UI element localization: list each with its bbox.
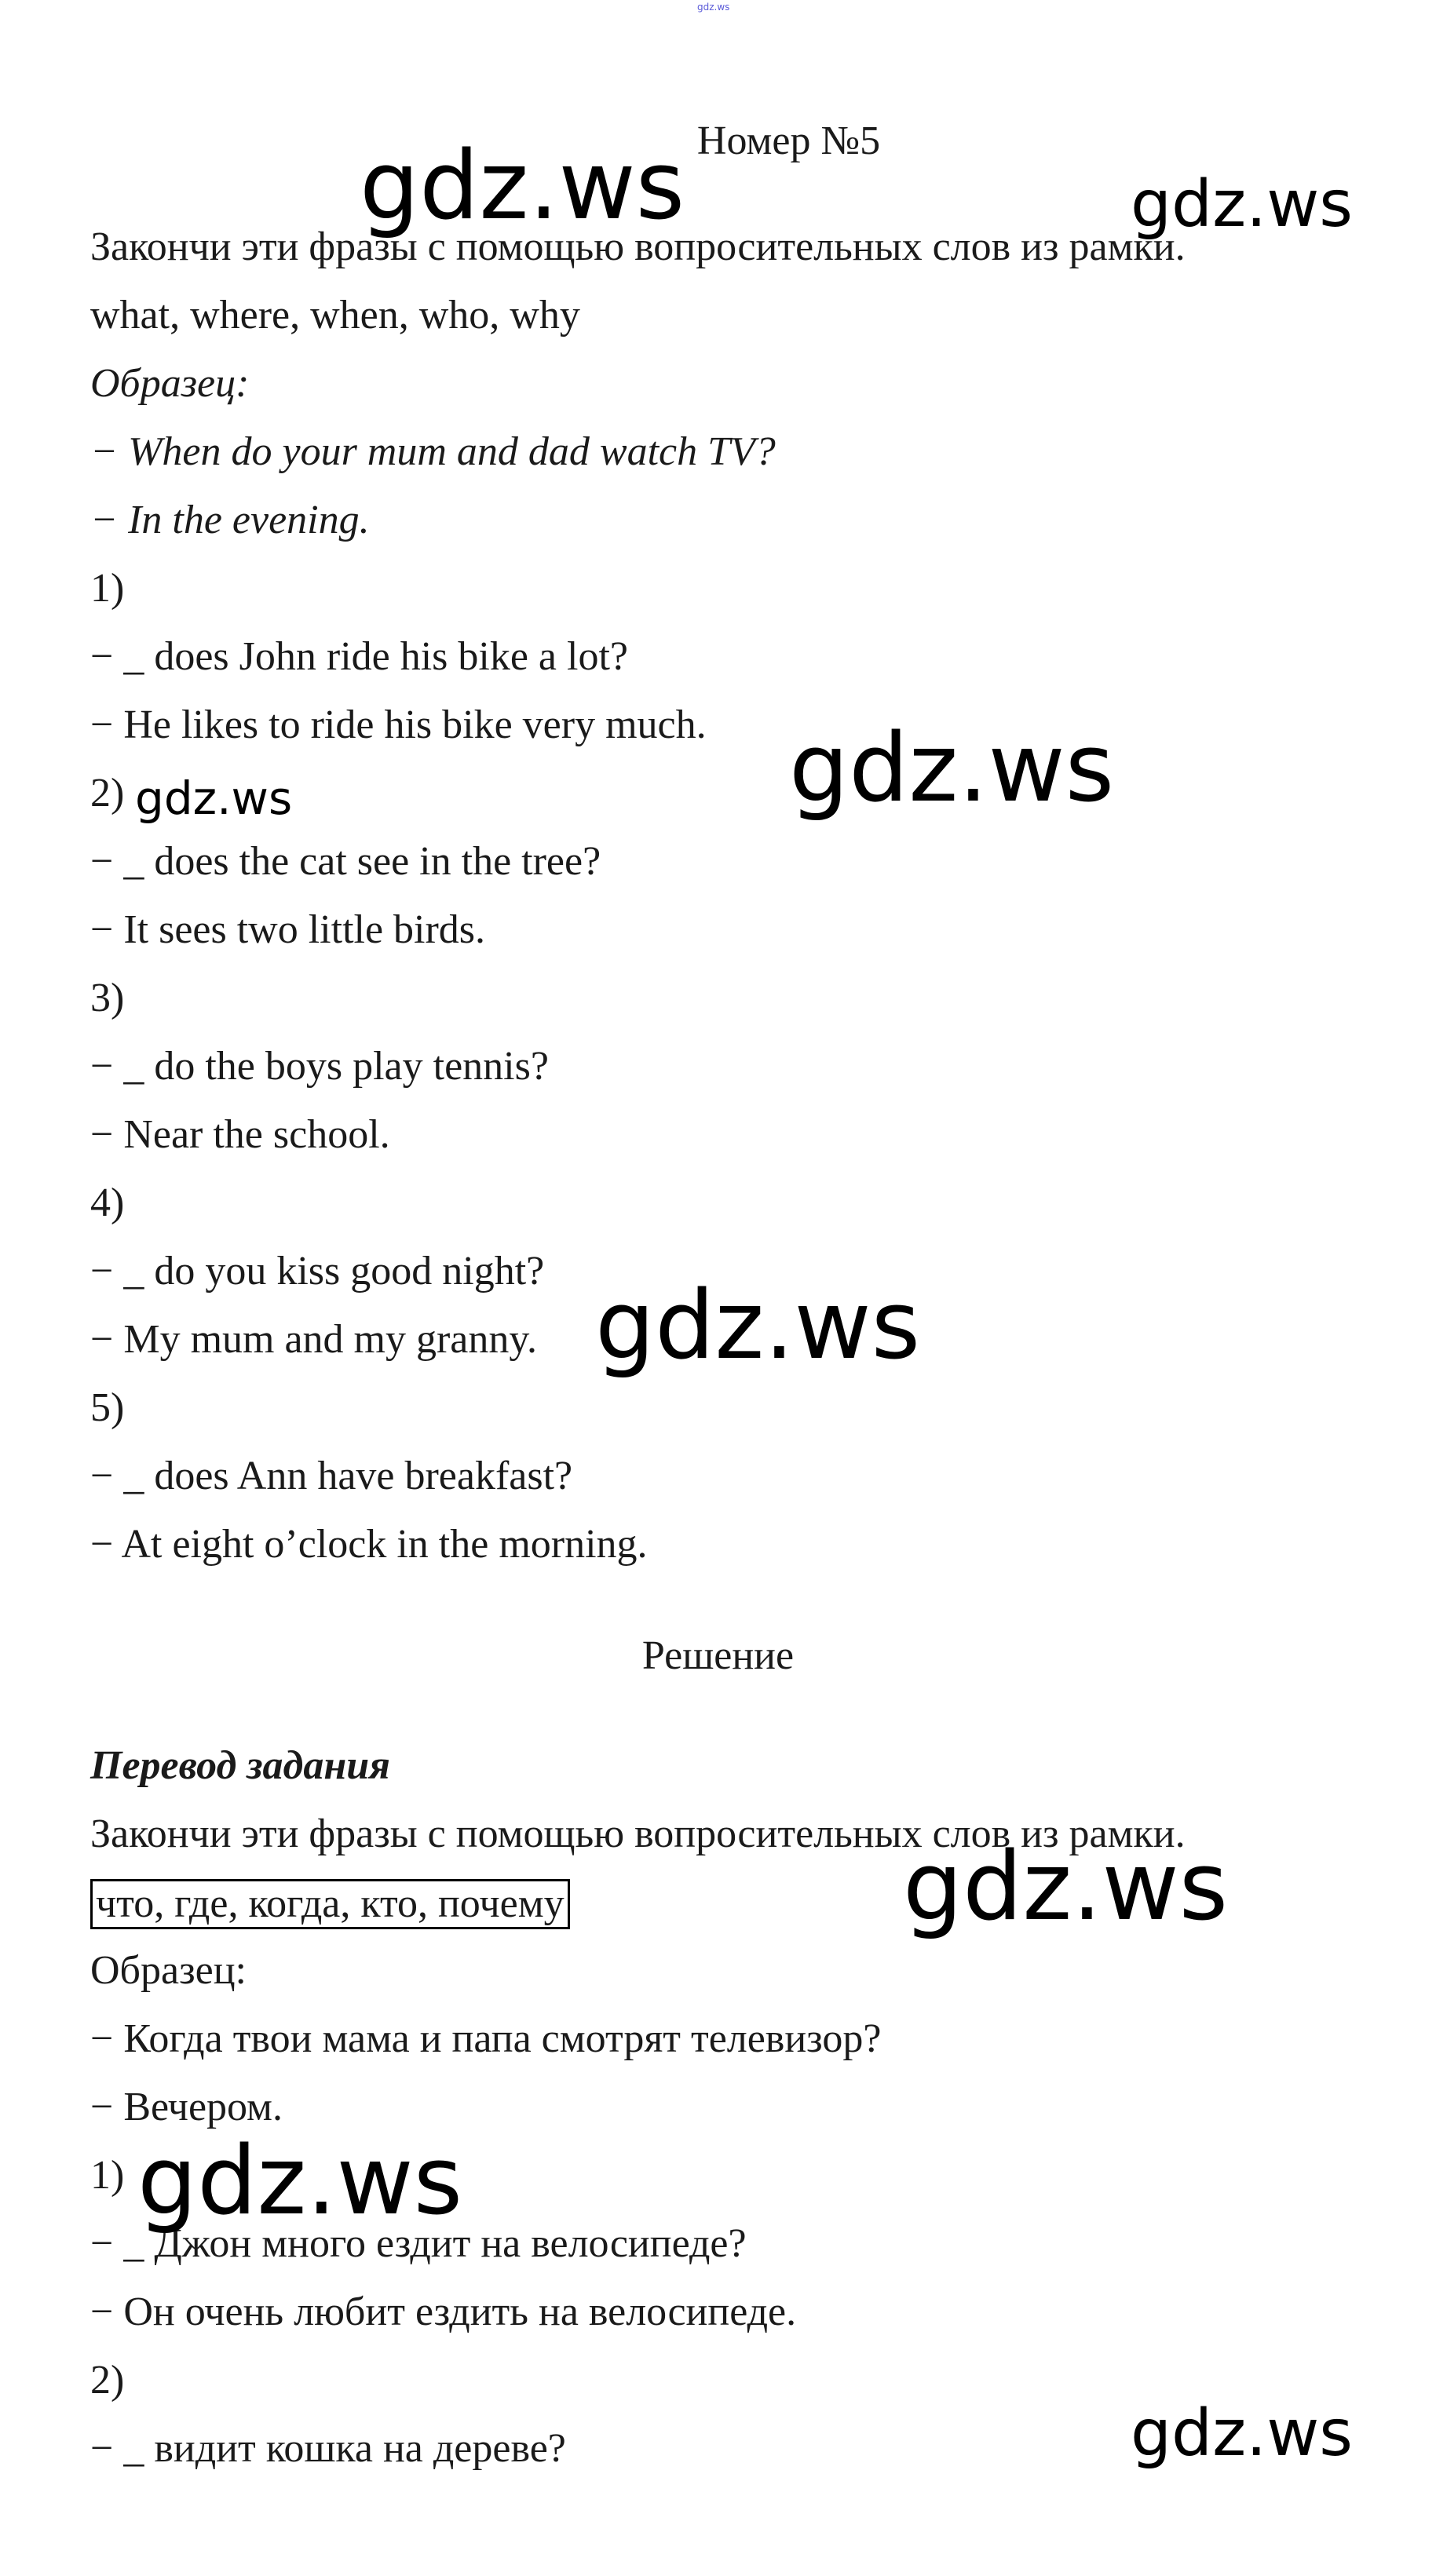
watermark: gdz.ws	[360, 132, 685, 241]
watermark: gdz.ws	[903, 1833, 1229, 1942]
solution-instruction: Закончи эти фразы с помощью вопросительных слов из рамки.	[90, 1812, 1186, 1856]
item-question: − _ does the cat see in the tree?	[90, 839, 601, 884]
item-answer: − My mum and my granny.	[90, 1317, 538, 1362]
watermark: gdz.ws	[1131, 2396, 1353, 2471]
task-instruction: Закончи эти фразы с помощью вопросительных слов из рамки.	[90, 224, 1186, 269]
top-site-mark: gdz.ws	[697, 2, 730, 13]
solution-item-number: 2)	[90, 2358, 125, 2403]
solution-heading: Решение	[641, 1633, 795, 1678]
solution-sample-question: − Когда твои мама и папа смотрят телевизор?	[90, 2016, 882, 2061]
sample-label: Образец:	[90, 361, 250, 406]
item-number: 1)	[90, 566, 125, 611]
sample-question: − When do your mum and dad watch TV?	[90, 429, 776, 474]
solution-item-answer: − Он очень любит ездить на велосипеде.	[90, 2290, 797, 2334]
item-number: 3)	[90, 976, 125, 1020]
word-box-line	[90, 1879, 570, 1929]
item-number: 4)	[90, 1180, 125, 1225]
watermark: gdz.ws	[135, 772, 293, 825]
watermark: gdz.ws	[1131, 167, 1353, 242]
solution-item-number: 1)	[90, 2153, 125, 2198]
item-answer: − It sees two little birds.	[90, 907, 486, 952]
solution-sample-label: Образец:	[90, 1948, 247, 1993]
solution-item-question: − _ Джон много ездит на велосипеде?	[90, 2221, 747, 2266]
word-box: что, где, когда, кто, почему	[90, 1879, 570, 1929]
item-number: 5)	[90, 1385, 125, 1430]
solution-item-question: − _ видит кошка на дереве?	[90, 2426, 566, 2471]
sample-answer: − In the evening.	[90, 498, 370, 542]
item-answer: − At eight o’clock in the morning.	[90, 1522, 648, 1567]
item-question: − _ does John ride his bike a lot?	[90, 634, 628, 679]
task-words: what, where, when, who, why	[90, 293, 580, 338]
item-number: 2)	[90, 771, 125, 815]
translation-heading: Перевод задания	[90, 1743, 390, 1788]
item-question: − _ does Ann have breakfast?	[90, 1454, 573, 1498]
page-title: Номер №5	[696, 119, 881, 163]
item-question: − _ do you kiss good night?	[90, 1249, 545, 1293]
item-question: − _ do the boys play tennis?	[90, 1044, 549, 1089]
watermark: gdz.ws	[137, 2127, 463, 2236]
item-answer: − He likes to ride his bike very much.	[90, 702, 707, 747]
item-answer: − Near the school.	[90, 1112, 390, 1157]
watermark: gdz.ws	[789, 714, 1115, 823]
solution-sample-answer: − Вечером.	[90, 2085, 283, 2129]
watermark: gdz.ws	[595, 1272, 921, 1381]
